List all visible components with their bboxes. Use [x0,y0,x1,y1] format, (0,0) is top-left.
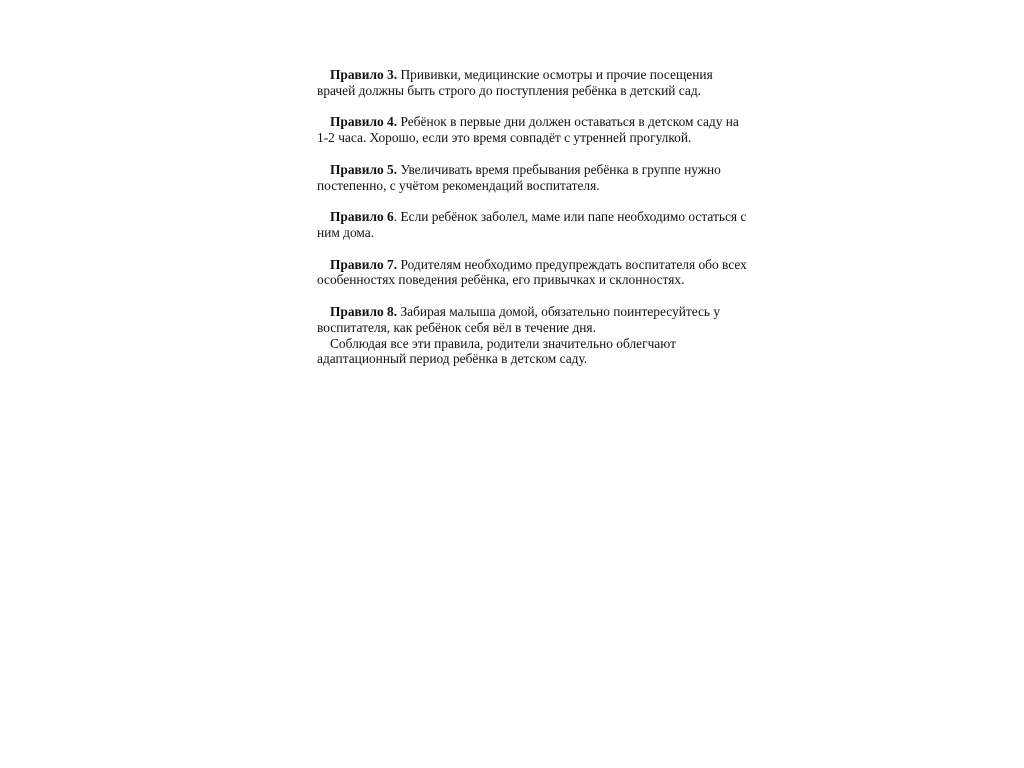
rule-5-label: Правило 5. [330,161,398,177]
rule-5-text: Увеличивать время пребывания ребёнка в группе нужно постепенно, с учётом рекомендаций воспитателя. [317,161,721,193]
rule-3-paragraph [317,67,747,99]
rule-3-text: Прививки, медицинские осмотры и прочие посещения врачей должны быть строго до поступления ребёнка в детский сад. [317,67,713,98]
conclusion-paragraph: Соблюдая все эти правила, родители значительно облегчают адаптационный период ребёнка в детском саду. [317,335,676,367]
rule-3-label: Правило 3. [330,67,398,82]
rule-8-text: Забирая малыша домой, обязательно поинтересуйтесь у воспитателя, как ребёнок себя вёл в течение дня. [317,303,721,335]
rule-6-paragraph [317,209,747,241]
rule-6-label: Правило 6 [330,209,394,225]
rule-4-paragraph [317,114,747,146]
rule-4-text: Ребёнок в первые дни должен оставаться в детском саду на 1-2 часа. Хорошо, если это время совпадёт с утренней прогулкой. [317,114,739,146]
rule-7-label: Правило 7. [330,256,398,272]
rule-7-text: Родителям необходимо предупреждать воспитателя обо всех особенностях поведения ребёнка, его привычках и склонностях. [317,256,747,288]
rule-4-label: Правило 4. [330,114,398,130]
document-page [317,67,747,367]
rule-8-label: Правило 8. [330,303,398,319]
rule-8-paragraph [317,304,747,336]
rule-5-paragraph [317,162,747,194]
rule-6-separator: . [393,209,401,225]
rule-6-text: Если ребёнок заболел, маме или папе необходимо остаться с ним дома. [317,209,747,240]
rule-7-paragraph [317,257,747,289]
